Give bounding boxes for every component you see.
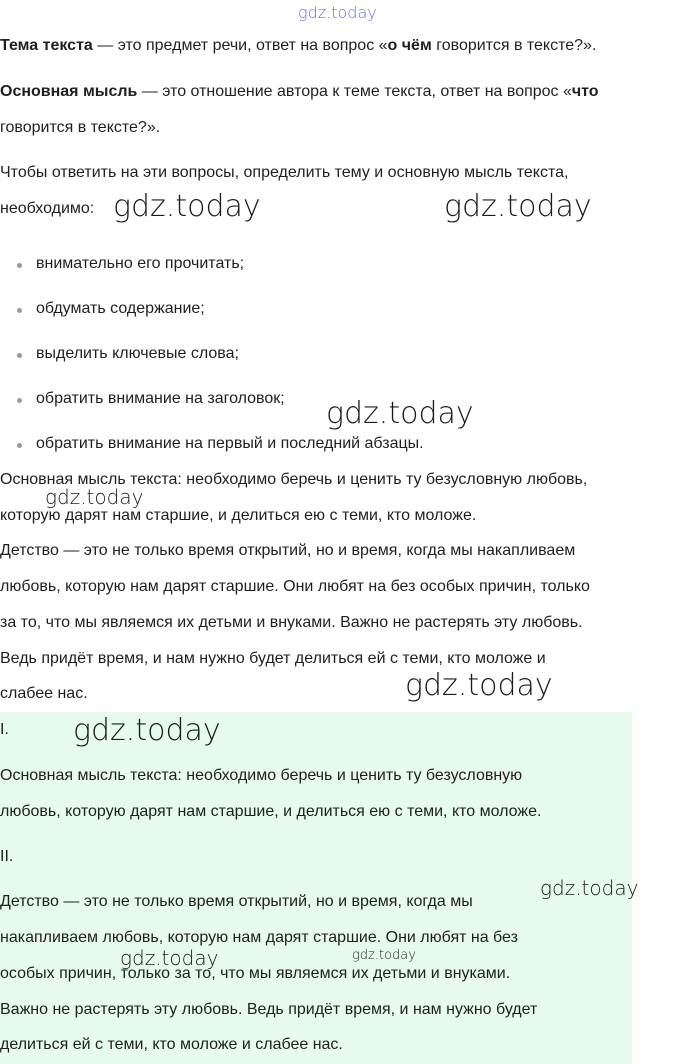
watermark: gdz.today [73,713,221,748]
story-line5: слабее нас. [0,685,88,702]
bullet [17,353,22,358]
term-topic: Тема текста [0,37,93,54]
bullet [17,443,22,448]
list-item: выделить ключевые слова; [36,345,239,362]
term-main-idea: Основная мысль [0,83,138,100]
watermark: gdz.today [444,189,592,224]
list-item: обдумать содержание; [36,300,205,317]
watermark: gdz.today [113,189,261,224]
bullet [17,308,22,313]
answer-part2-line4: Важно не растерять эту любовь. Ведь придёт время, и нам нужно будет [0,1001,538,1018]
watermark: gdz.today [298,3,377,22]
answer-part2-line3: особых причин, только за то, что мы являемся их детьми и внуками. [0,965,511,982]
definition-main-idea-text: — это отношение автора к теме текста, ответ на вопрос « [137,83,572,100]
answer-part2-line5: делиться ей с теми, кто моложе и слабее нас. [0,1036,343,1053]
list-item: обратить внимание на первый и последний абзацы. [36,435,424,452]
intro-line2: необходимо: [0,200,95,217]
definition-main-idea [0,74,676,110]
story-line4: Ведь придёт время, и нам нужно будет делиться ей с теми, кто моложе и [0,650,546,667]
answer-label-2: II. [0,848,14,865]
answer-label-1: I. [0,721,9,738]
answer-part1-line2: любовь, которую дарят нам старшие, и делиться ею с теми, кто моложе. [0,803,542,820]
answer-part1-line1: Основная мысль текста: необходимо беречь и ценить ту безусловную [0,767,523,784]
story-line2: любовь, которую нам дарят старшие. Они любят на без особых причин, только [0,578,590,595]
question-what-about: о чём [387,37,432,54]
story-line3: за то, что мы являемся их детьми и внуками. Важно не растерять эту любовь. [0,614,583,631]
definition-topic-tail: говорится в тексте?». [431,37,597,54]
intro-line1: Чтобы ответить на эти вопросы, определить тему и основную мысль текста, [0,164,569,181]
watermark: gdz.today [540,876,639,900]
bullet [17,398,22,403]
main-thought-line1: Основная мысль текста: необходимо беречь и ценить ту безусловную любовь, [0,471,588,488]
definition-topic-text: — это предмет речи, ответ на вопрос « [92,37,388,54]
bullet [17,263,22,268]
answer-part2-line2: накапливаем любовь, которую нам дарят старшие. Они любят на без [0,929,518,946]
list-item: внимательно его прочитать; [36,255,245,272]
question-what: что [571,83,599,100]
watermark: gdz.today [45,485,144,509]
main-thought-line2: которую дарят нам старшие, и делиться ею с теми, кто моложе. [0,507,477,524]
definition-topic [0,28,676,64]
watermark: gdz.today [405,668,553,703]
watermark: gdz.today [120,946,219,970]
watermark: gdz.today [326,396,474,431]
watermark: gdz.today [352,948,416,963]
definition-main-idea-line2: говорится в тексте?». [0,119,161,136]
list-item: обратить внимание на заголовок; [36,390,285,407]
story-line1: Детство — это не только время открытий, но и время, когда мы накапливаем [0,542,576,559]
answer-part2-line1: Детство — это не только время открытий, но и время, когда мы [0,893,473,910]
